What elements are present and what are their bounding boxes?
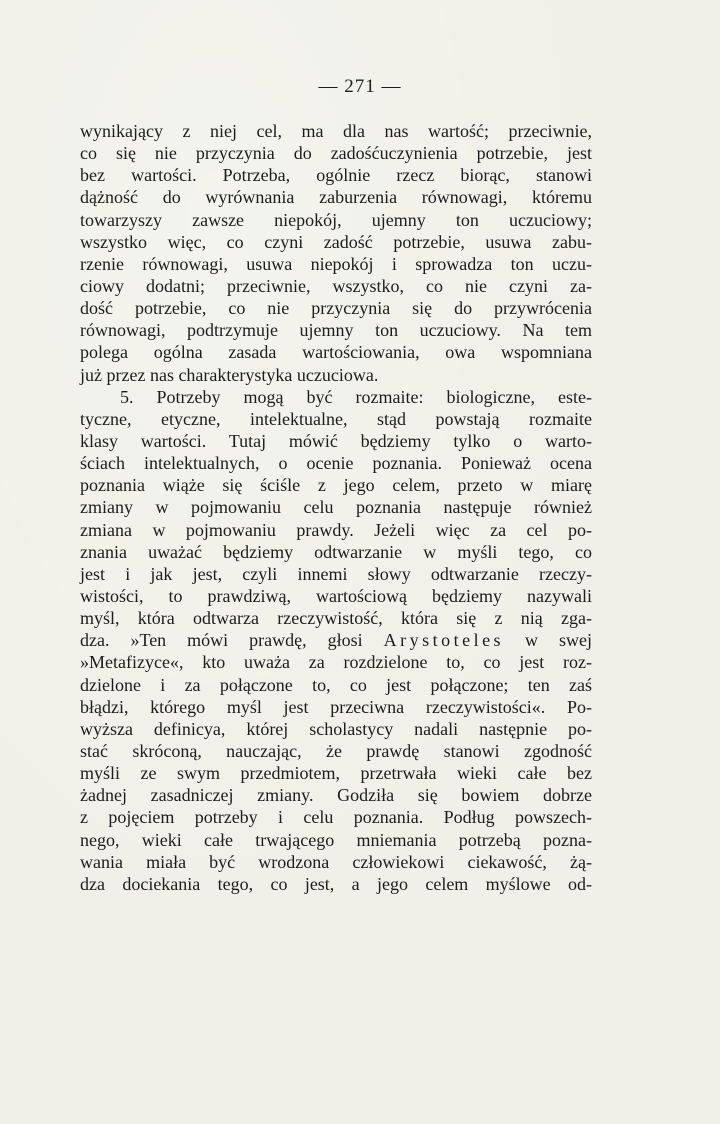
text-line: »Metafizyce«, kto uważa za rozdzielone to, co jest roz- bbox=[80, 652, 592, 673]
text-line: z pojęciem potrzeby i celu poznania. Podług powszech- bbox=[80, 807, 592, 828]
text-line: bez wartości. Potrzeba, ogólnie rzecz biorąc, stanowi bbox=[80, 165, 592, 186]
text-line: rzenie równowagi, usuwa niepokój i sprowadza ton uczu- bbox=[80, 253, 592, 274]
text-line: co się nie przyczynia do zadośćuczynienia potrzebie, jest bbox=[80, 143, 592, 164]
text-line: poznania wiąże się ściśle z jego celem, przeto w miarę bbox=[80, 475, 592, 496]
text-line: błądzi, którego myśl jest przeciwna rzeczywistości«. Po- bbox=[80, 696, 592, 717]
text-line: jest i jak jest, czyli innemi słowy odtwarzanie rzeczy- bbox=[80, 563, 592, 584]
text-line: myśl, która odtwarza rzeczywistość, która się z nią zga- bbox=[80, 608, 592, 629]
text-line: polega ogólna zasada wartościowania, owa wspomniana bbox=[80, 342, 592, 363]
line-start: dza. »Ten mówi prawdę, głosi bbox=[80, 630, 363, 651]
text-line: ściach intelektualnych, o ocenie poznania. Ponieważ ocena bbox=[80, 453, 592, 474]
text-line: zmiany w pojmowaniu celu poznania następuje również bbox=[80, 497, 592, 518]
text-line: stać skróconą, nauczając, że prawdę stanowi zgodność bbox=[80, 740, 592, 761]
text-line: ciowy dodatni; przeciwnie, wszystko, co nie czyni za- bbox=[80, 275, 592, 296]
body-text bbox=[80, 120, 592, 895]
text-line: dążność do wyrównania zaburzenia równowagi, któremu bbox=[80, 187, 592, 208]
text-line: klasy wartości. Tutaj mówić będziemy tylko o warto- bbox=[80, 430, 592, 451]
paragraph-start-line: 5. Potrzeby mogą być rozmaite: biologiczne, este- bbox=[120, 386, 592, 407]
text-line: zmiana w pojmowaniu prawdy. Jeżeli więc za cel po- bbox=[80, 519, 592, 540]
text-line: dzielone i za połączone to, co jest połączone; ten zaś bbox=[80, 674, 592, 695]
text-line: dza dociekania tego, co jest, a jego celem myślowe od- bbox=[80, 873, 592, 894]
text-line: znania uważać będziemy odtwarzanie w myśli tego, co bbox=[80, 541, 592, 562]
text-line: towarzyszy zawsze niepokój, ujemny ton uczuciowy; bbox=[80, 209, 592, 230]
text-line: wszystko więc, co czyni zadość potrzebie, usuwa zabu- bbox=[80, 231, 592, 252]
text-line: wistości, to prawdziwą, wartościową będziemy nazywali bbox=[80, 585, 592, 606]
text-line: wyższa definicya, której scholastycy nadali następnie po- bbox=[80, 718, 592, 739]
text-line: tyczne, etyczne, intelektualne, stąd powstają rozmaite bbox=[80, 408, 592, 429]
text-line: równowagi, podtrzymuje ujemny ton uczuciowy. Na tem bbox=[80, 320, 592, 341]
paragraph-end-line: już przez nas charakterystyka uczuciowa. bbox=[80, 364, 379, 385]
text-line: wania miała być wrodzona człowiekowi ciekawość, żą- bbox=[80, 851, 592, 872]
text-line: nego, wieki całe trwającego mniemania potrzebą pozna- bbox=[80, 829, 592, 850]
text-line: dość potrzebie, co nie przyczynia się do przywrócenia bbox=[80, 298, 592, 319]
author-name-spaced: Arystoteles bbox=[383, 630, 505, 651]
text-line: żadnej zasadniczej zmiany. Godziła się bowiem dobrze bbox=[80, 785, 592, 806]
text-line-with-author bbox=[80, 629, 592, 651]
line-end: w swej bbox=[525, 630, 593, 651]
text-line: myśli ze swym przedmiotem, przetrwała wieki całe bez bbox=[80, 763, 592, 784]
text-line: wynikający z niej cel, ma dla nas wartość; przeciwnie, bbox=[80, 121, 592, 141]
page-number: — 271 — bbox=[318, 76, 402, 97]
